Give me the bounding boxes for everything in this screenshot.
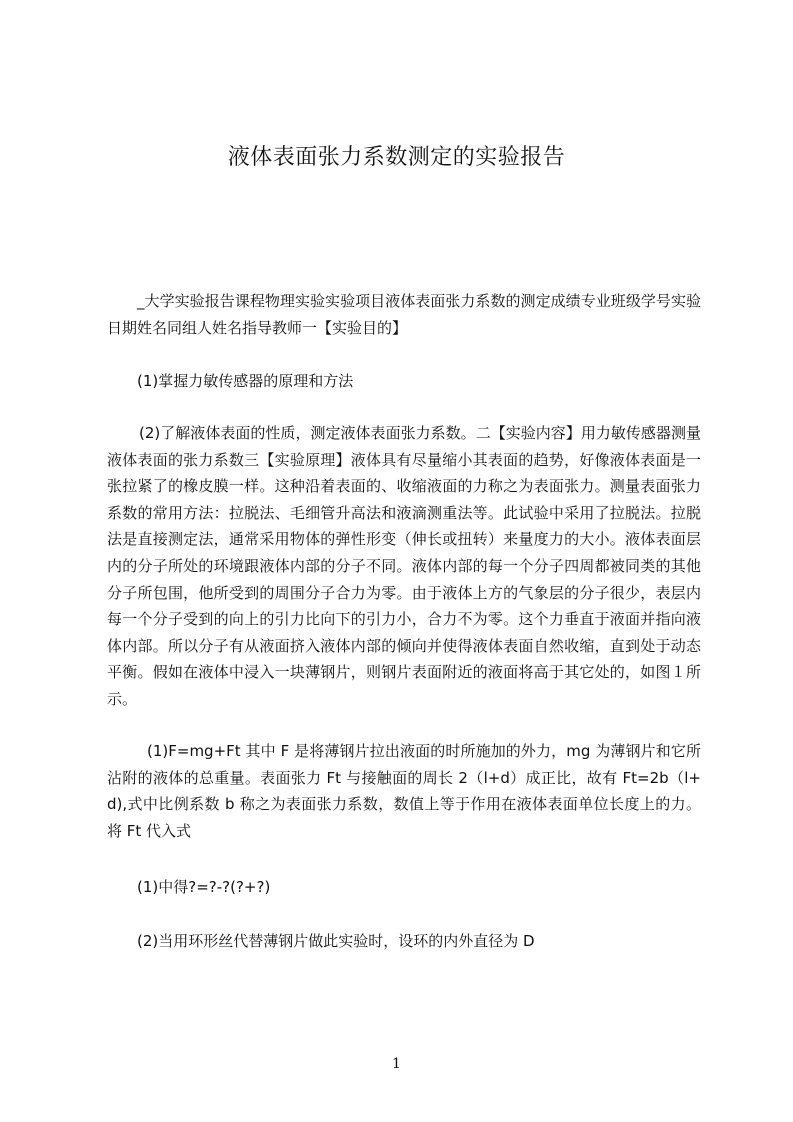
paragraph-objective-1: (1)掌握力敏传感器的原理和方法 (137, 372, 354, 390)
paragraph-report-header: _大学实验报告课程物理实验实验项目液体表面张力系数的测定成绩专业班级学号实验日期姓名同组人姓名指导教师一【实验目的】 (107, 292, 701, 337)
paragraph-formula-explanation: (1)F=mg+Ft 其中 F 是将薄钢片拉出液面的时所施加的外力，mg 为薄钢片和它所沾附的液体的总重量。表面张力 Ft 与接触面的周长 2（l+d）成正比，故有 Ft=2b（l+d),式中比例系数 b 称之为表面张力系数，数值上等于作用在液体表面单位长度上的力。将 Ft 代入式 (107, 742, 701, 840)
page-number: 1 (392, 1056, 401, 1072)
paragraph-formula-result: (1)中得?=?-?(?+?) (137, 878, 271, 896)
page-title: 液体表面张力系数测定的实验报告 (227, 145, 566, 170)
paragraph-principle: (2)了解液体表面的性质，测定液体表面张力系数。二【实验内容】用力敏传感器测量液体表面的张力系数三【实验原理】液体具有尽量缩小其表面的趋势，好像液体表面是一张拉紧了的橡皮膜一样。这种沿着表面的、收缩液面的力称之为表面张力。测量表面张力系数的常用方法：拉脱法、毛细管升高法和液滴测重法等。此试验中采用了拉脱法。拉脱法是直接测定法，通常采用物体的弹性形变（伸长或扭转）来量度力的大小。液体表面层内的分子所处的环境跟液体内部的分子不同。液体内部的每一个分子四周都被同类的其他分子所包围，他所受到的周围分子合力为零。由于液体上方的气象层的分子很少，表层内每一个分子受到的向上的引力比向下的引力小，合力不为零。这个力垂直于液面并指向液体内部。所以分子有从液面挤入液体内部的倾向并使得液体表面自然收缩，直到处于动态平衡。假如在液体中浸入一块薄钢片，则钢片表面附近的液面将高于其它处的，如图１所示。 (107, 424, 701, 708)
paragraph-ring-method: (2)当用环形丝代替薄钢片做此实验时，设环的内外直径为 D (137, 932, 535, 950)
